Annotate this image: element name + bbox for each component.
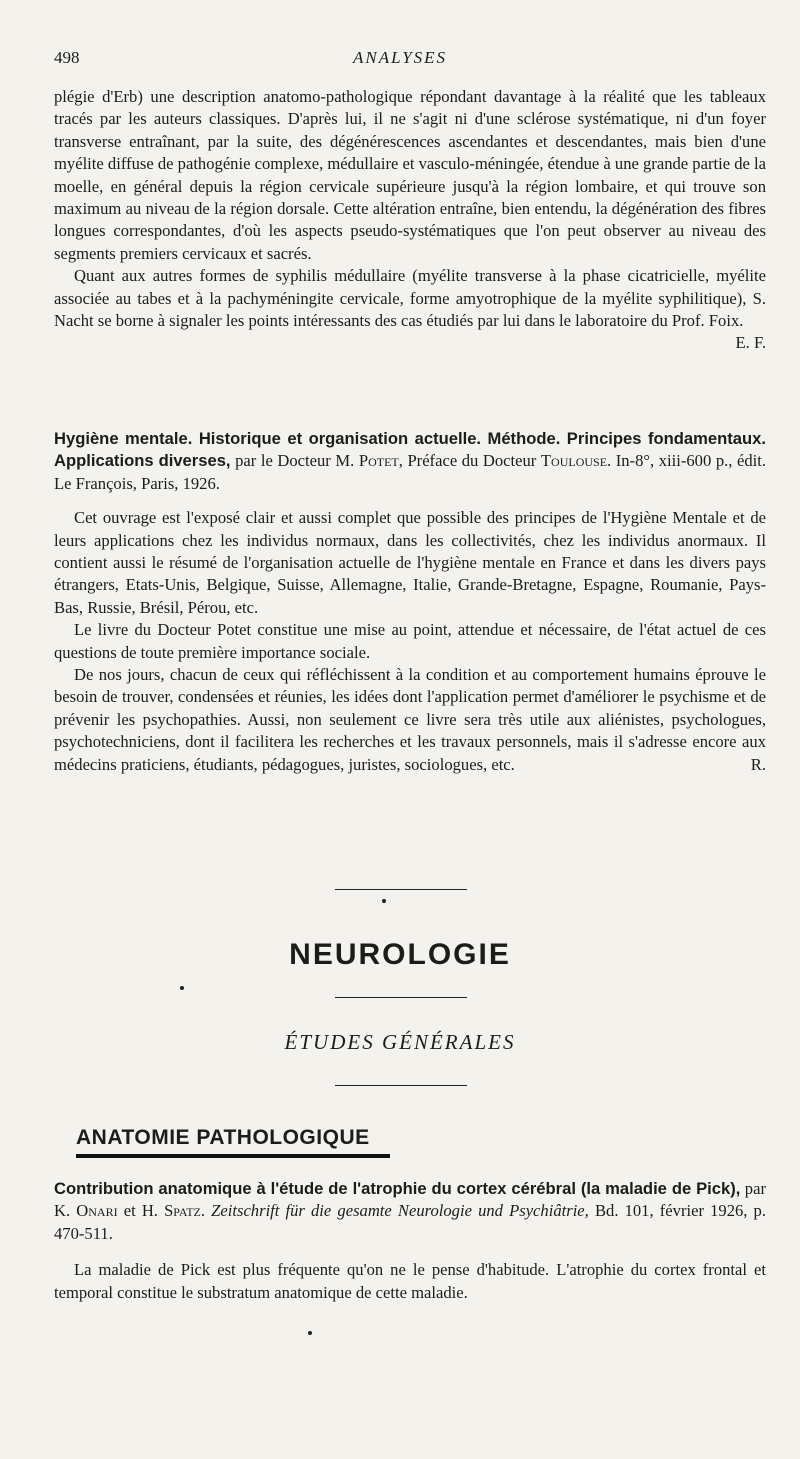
- speck: [382, 899, 386, 903]
- review-1-paragraph-2: Le livre du Docteur Potet constitue une mise au point, attendue et nécessaire, de l'état actuel de ces questions de toute première importance sociale.: [54, 620, 766, 662]
- review-2-details: Bd. 101, février 1926, p. 470-511.: [54, 1201, 767, 1243]
- review-1-by: par le Docteur M.: [230, 451, 359, 471]
- review-maladie-de-pick: [54, 1178, 766, 1304]
- review-2-journal: Zeitschrift für die gesamte Neurologie und Psychiâtrie,: [211, 1201, 589, 1221]
- review-2-paragraph-1: La maladie de Pick est plus fréquente qu'on ne le pense d'habitude. L'atrophie du cortex frontal et temporal constitue le substratum anatomique de cette maladie.: [54, 1260, 766, 1302]
- review-1-paragraph-3: [54, 664, 766, 776]
- speck: [308, 1331, 312, 1335]
- review-hygiene-mentale: [54, 428, 766, 776]
- review-1-paragraph-3-text: De nos jours, chacun de ceux qui réfléchissent à la condition et au comportement humains éprouve le besoin de trouver, condensées et réunies, les idées dont l'application permet d'améliorer le psychisme et de prévenir les psychopathies. Aussi, non seulement ce livre sera très utile aux aliénistes, psychologues, psychotechniciens, dont il facilitera les recherches et les travaux personnels, mais il s'adresse encore aux médecins praticiens, étudiants, pédagogues, juristes, sociologues, etc.: [54, 665, 766, 774]
- review-2-and: et H.: [117, 1201, 165, 1221]
- prev-review-paragraph-2-text: Quant aux autres formes de syphilis médullaire (myélite transverse à la phase cicatricielle, myélite associée au tabes et à la pachyméningite cervicale, forme amyotrophique de la myélite syphilitique), S. Nacht se borne à signaler les points intéressants des cas étudiés par lui dans le laboratoire du Prof. Foix.: [54, 266, 766, 331]
- divider-rule-3: [335, 1085, 467, 1086]
- review-2-author-2: Spatz: [164, 1201, 201, 1221]
- review-1-citation: [54, 428, 766, 495]
- prev-review-signature: E. F.: [735, 333, 766, 353]
- running-title: ANALYSES: [352, 48, 448, 67]
- review-2-title: Contribution anatomique à l'étude de l'atrophie du cortex cérébral (la maladie de Pick),: [54, 1179, 741, 1198]
- review-1-author: Potet: [358, 451, 399, 471]
- review-1-title: Hygiène mentale. Historique et organisation actuelle. Méthode. Principes fondamentaux. Applications diverses,: [54, 429, 766, 471]
- prev-review: [54, 86, 766, 355]
- review-2-sep: .: [200, 1201, 212, 1221]
- speck: [180, 986, 184, 990]
- subsection-title-etudes-generales: ÉTUDES GÉNÉRALES: [284, 1030, 516, 1054]
- review-2-citation: [54, 1178, 766, 1245]
- review-1-signature: R.: [750, 754, 766, 774]
- section-title-neurologie: NEUROLOGIE: [289, 938, 511, 971]
- review-1-paragraph-1: Cet ouvrage est l'exposé clair et aussi complet que possible des principes de l'Hygiène Mentale et de leurs applications chez les individus normaux, dans les collectivités, chez les individus anormaux. Il contient aussi le résumé de l'organisation actuelle de l'hygiène mentale en France et dans les divers pays étrangers, Etats-Unis, Belgique, Suisse, Allemagne, Italie, Grande-Bretagne, Espagne, Roumanie, Pays-Bas, Russie, Brésil, Pérou, etc.: [54, 508, 766, 617]
- page-number: 498: [54, 48, 80, 67]
- prev-review-paragraph-1: plégie d'Erb) une description anatomo-pathologique répondant davantage à la réalité que les tableaux tracés par les auteurs classiques. D'après lui, il ne s'agit ni d'une sclérose systématique, ni d'un foyer transverse entraînant, par la suite, des dégénérescences ascendantes et descendantes, mais bien d'une myélite diffuse de pathogénie complexe, médullaire et vasculo-méningée, étendue à une grande partie de la moelle, en général depuis la région cervicale supérieure jusqu'à la région lombaire, et qui trouve son maximum au niveau de la région dorsale. Cette altération entraîne, bien entendu, la dégénération des fibres longues correspondantes, d'où les aspects pseudo-systématiques que l'on peut observer au niveau des segments premiers cervicaux et sacrés.: [54, 87, 767, 263]
- review-2-by: par K.: [54, 1179, 766, 1221]
- review-1-preface-author: Toulouse: [540, 451, 608, 471]
- prev-review-paragraph-2: [54, 265, 766, 353]
- heading-anatomie-pathologique: ANATOMIE PATHOLOGIQUE: [76, 1126, 370, 1149]
- review-1-preface: , Préface du Docteur: [398, 451, 541, 471]
- review-1-details: . In-8°, xiii-600 p., édit. Le François, Paris, 1926.: [54, 451, 766, 493]
- review-2-author-1: Onari: [76, 1201, 118, 1221]
- divider-rule-2: [335, 997, 467, 998]
- heading-underline: [76, 1154, 390, 1158]
- divider-rule-1: [335, 889, 467, 890]
